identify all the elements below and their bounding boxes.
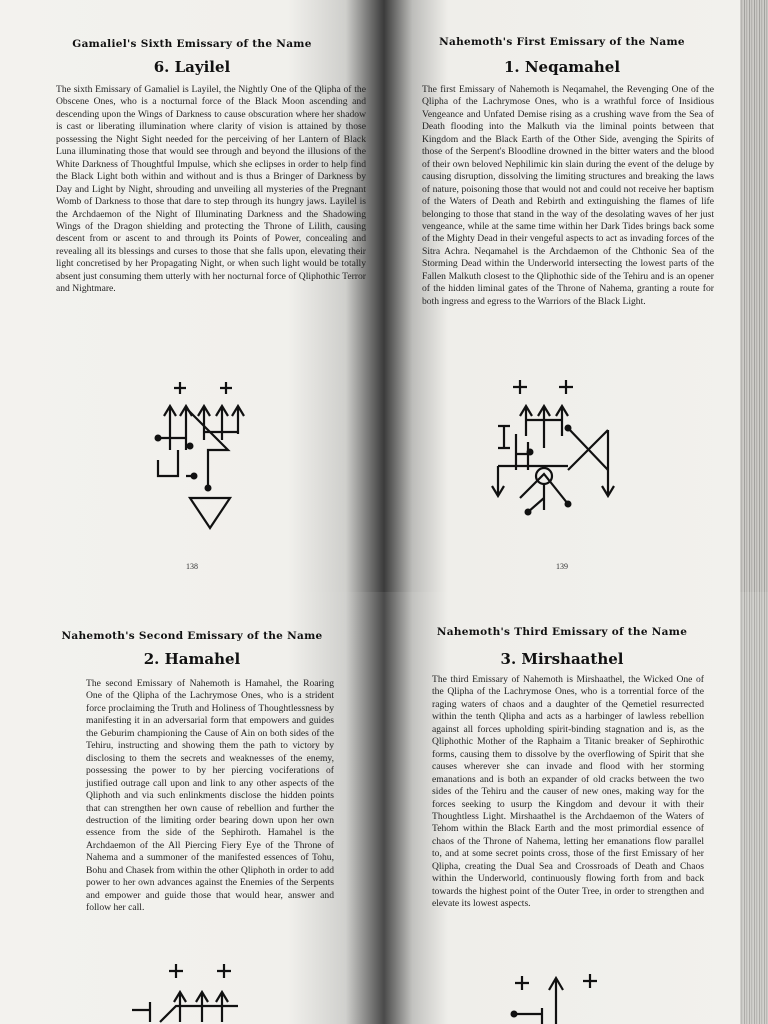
layilel-sigil	[150, 380, 250, 530]
section-title: 1. Neqamahel	[503, 58, 621, 76]
section-title: 3. Mirshaathel	[500, 650, 624, 668]
mirshaathel-sigil	[512, 972, 608, 1024]
page-edges	[740, 0, 768, 592]
page-number: 138	[186, 562, 198, 571]
hamahel-sigil	[130, 962, 240, 1024]
body-text: The first Emissary of Nahemoth is Neqamahel, the Revenging One of the Qlipha of the Lachrymose Ones, who is a wrathful force of Insidious Vengeance and Unfated Demise rising as a crushing wave from the Sea of Death flooding into the Malkuth via the liminal points between that Kingdom and the Black Earth of the Other Side, avenging the Spirits of those of the Serpent's Bloodline drowned in the bitter waters and the blood of their own beloved Nephilimic kin slain during the event of the deluge by causing disruption, dissolving the limiting structures and breaking the laws of nature, poisoning those that would not and could not receive her baptism of the Waters of Death and Rebirth and extinguishing the flames of life belonging to those that stand in the way of the desolating waves of her just vengeance, while at the same time within her Dark Tides brings back some of the Mighty Dead in their vengeful aspects to act as invading forces of the Sitra Achra. Neqamahel is the Archdaemon of the Chthonic Sea of the Storming Dead within the Underworld intersecting the lowest parts of the Fallen Malkuth closest to the Qliphothic side of the Tehiru and is an opener of the hidden liminal gates of the Throne of Nahema, granting a route for both ingress and egress to the Warriors of the Black Light.	[422, 84, 714, 307]
running-header: Nahemoth's Third Emissary of the Name	[436, 626, 688, 638]
page-number: 139	[556, 562, 568, 571]
section-title: 6. Layilel	[153, 58, 231, 76]
page-edges	[740, 592, 768, 1024]
body-text: The third Emissary of Nahemoth is Mirshaathel, the Wicked One of the Qlipha of the Lachrymose Ones, who is a torrential force of the raging waters of chaos and a daughter of the Qemetiel resurrected within the tenth Qlipha and acts as a harbinger of lawless rebellion against all forces upholding spirit-binding stagnation and is, as the Qliphothic Mother of the Raphaim a Titanic breaker of Sephirothic forms, causing them to dissolve by the overflowing of Spirit that she causes wherever she can invade and flood with her storming emanations and is both an expander of old cracks between the two sides of the Tehiru and the causer of new ones, making way for the forces seeking to usurp the Kingdom and devour it with their Thoughtless Light. Mirshaathel is the Archdaemon of the Waters of Tehom within the Black Earth and the most primordial essence of chaos of the Throne of Nahema, letting her emanations flow parallel to, and at some secret points cross, those of the first Emissary of her Qlipha, creating the Dual Sea and Crossroads of Death and Chaos within the Underworld, continuously flowing forth from and back towards the highest point of the Outer Tree, in order to strengthen and elevate its lowest aspects.	[432, 674, 704, 910]
running-header: Nahemoth's Second Emissary of the Name	[61, 630, 323, 642]
page-139	[384, 0, 740, 592]
neqamahel-sigil	[490, 378, 616, 518]
body-text: The second Emissary of Nahemoth is Hamahel, the Roaring One of the Qlipha of the Lachrymose Ones, who is a strident force proclaiming the Truth and Holiness of Thoughtlessness by manifesting it in an adversarial form that empowers and guides the Geburim championing the Cause of Ain on both sides of the Tehiru, instructing and showing them the path to victory by disclosing to them the secrets and weaknesses of the enemy, possessing the power to by her piercing vociferations of justified outrage call upon and link to any other aspects of the Qliphoth and via such enlinkments disclose the hidden points that can strengthen her own cause of rebellion and further the destruction of the limiting order bearing down upon her own essence from the side of the Sephiroth. Hamahel is the Archdaemon of the All Piercing Fiery Eye of the Throne of Nahema and a summoner of the manifested essences of Tohu, Bohu and Chasek from within the other Qliphoth in order to add power to her own advances against the Enemies of the Serpents and empower and guide those that would hear, answer and follow her call.	[86, 678, 334, 914]
running-header: Nahemoth's First Emissary of the Name	[439, 36, 685, 48]
page-138	[0, 0, 384, 592]
running-header: Gamaliel's Sixth Emissary of the Name	[72, 38, 312, 50]
page-140	[0, 592, 384, 1024]
page-141	[384, 592, 740, 1024]
body-text: The sixth Emissary of Gamaliel is Layilel, the Nightly One of the Qlipha of the Obscene Ones, who is a nocturnal force of the Black Moon ascending and descending upon the Wings of Darkness to cause obscuration where her shadow is cast or liberating illumination where clarity of vision is attained by those possessing the Night Sight needed for the perceiving of her Lantern of Black Luna illuminating those that would see through and beyond the illusions of the White Darkness of Thoughtful Impulse, which she eclipses in order to help find the Black Light both within and without and is thus a Bringer of Darkness by Day and Light by Night, shrouding and unveiling all mysteries of the Pregnant Womb of Darkness to those that dare to step through its hungry jaws. Layilel is the Archdaemon of the Night of Illuminating Darkness and the Shadowing Wings of the Dragon shielding and protecting the Throne of Lilith, causing descent from or ascent to and through its Points of Power, concealing and revealing all its blessings and curses to those that she falls upon, elevating their light concretised by her Propagating Night, or when such light would be totally absent just consuming them utterly with her nocturnal force of Qliphothic Terror and Nightmare.	[56, 84, 366, 295]
section-title: 2. Hamahel	[143, 650, 241, 668]
